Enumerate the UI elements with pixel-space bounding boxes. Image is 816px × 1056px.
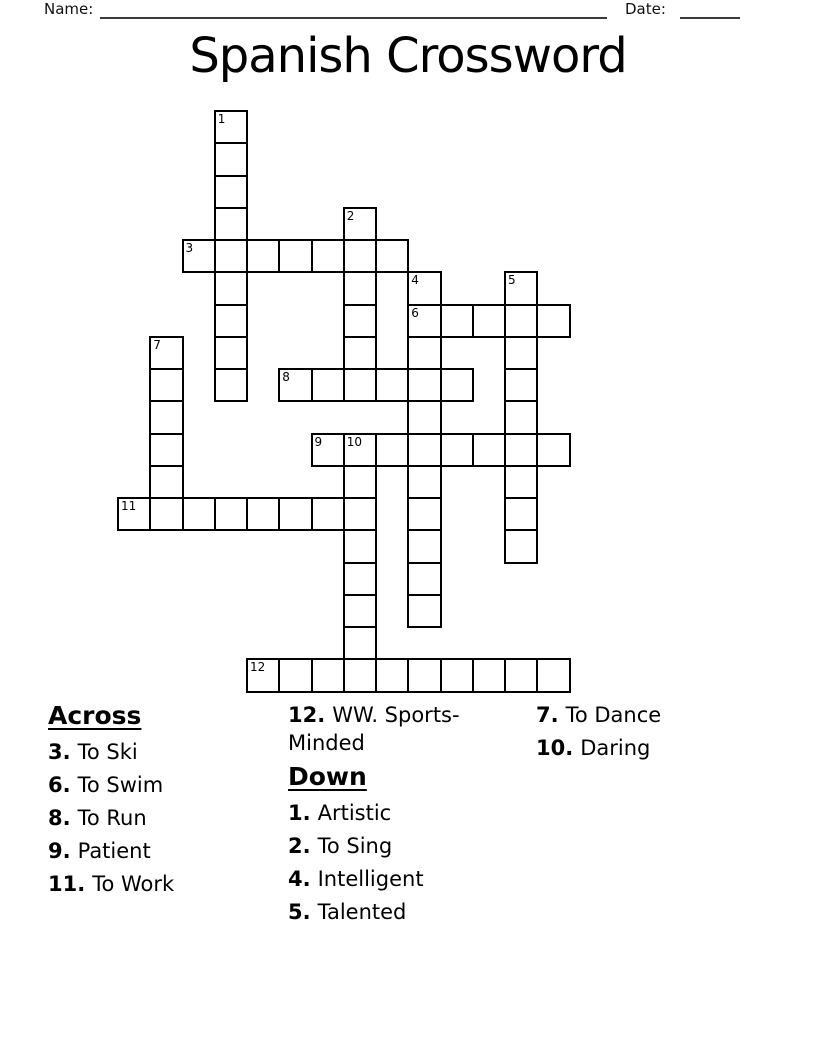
- clue-column-middle: [288, 701, 488, 931]
- clue-7: [536, 701, 776, 729]
- clue-text: Artistic: [317, 801, 392, 825]
- clue-text: To Dance: [565, 703, 662, 727]
- clue-number: 1.: [288, 801, 311, 825]
- clue-12: [288, 701, 488, 757]
- clue-number: 8.: [48, 806, 71, 830]
- clue-text: WW. Sports-Minded: [288, 703, 460, 755]
- clue-number: 3.: [48, 740, 71, 764]
- clue-number: 10.: [536, 736, 574, 760]
- clue-column-right: [536, 701, 776, 767]
- date-label: Date:: [625, 0, 666, 18]
- clue-number: 7.: [536, 703, 559, 727]
- cell-number: 10: [346, 434, 363, 449]
- cell-number: 11: [121, 499, 137, 513]
- cell-number: 3: [185, 241, 194, 255]
- clue-number: 5.: [288, 900, 311, 924]
- clue-10: [536, 734, 776, 762]
- clue-text: To Ski: [77, 740, 138, 764]
- clue-text: To Run: [77, 806, 147, 830]
- clue-2: [288, 832, 488, 860]
- clue-text: Intelligent: [317, 867, 424, 891]
- clue-8: [48, 804, 283, 832]
- clue-number: 6.: [48, 773, 71, 797]
- clue-5: [288, 898, 488, 926]
- cell-number: 4: [411, 273, 419, 288]
- down-header: Down: [288, 762, 367, 791]
- clue-text: To Work: [92, 872, 175, 896]
- clue-11: [48, 870, 283, 898]
- across-header: Across: [48, 701, 142, 730]
- clue-1: [288, 799, 488, 827]
- clue-text: To Swim: [77, 773, 164, 797]
- clue-number: 4.: [288, 867, 311, 891]
- clue-3: [48, 738, 283, 766]
- clue-text: Talented: [317, 900, 407, 924]
- clue-6: [48, 771, 283, 799]
- clue-number: 9.: [48, 839, 71, 863]
- clue-number: 12.: [288, 703, 326, 727]
- cell-number: 12: [250, 660, 266, 675]
- clue-text: Daring: [580, 736, 651, 760]
- clue-4: [288, 865, 488, 893]
- cell-number: 5: [508, 273, 516, 288]
- cell-number: 1: [217, 112, 226, 126]
- cell-number: 6: [411, 305, 419, 320]
- clue-number: 2.: [288, 834, 311, 858]
- clue-text: To Sing: [317, 834, 393, 858]
- clue-9: [48, 837, 283, 865]
- clue-number: 11.: [48, 872, 86, 896]
- cell-number: 7: [153, 337, 161, 352]
- cell-number: 8: [282, 370, 290, 384]
- cell-number: 9: [314, 434, 323, 449]
- clue-text: Patient: [77, 839, 151, 863]
- page-title: Spanish Crossword: [189, 28, 627, 84]
- clue-column-across: [48, 701, 283, 903]
- cell-number: 2: [346, 208, 355, 223]
- name-label: Name:: [44, 0, 94, 18]
